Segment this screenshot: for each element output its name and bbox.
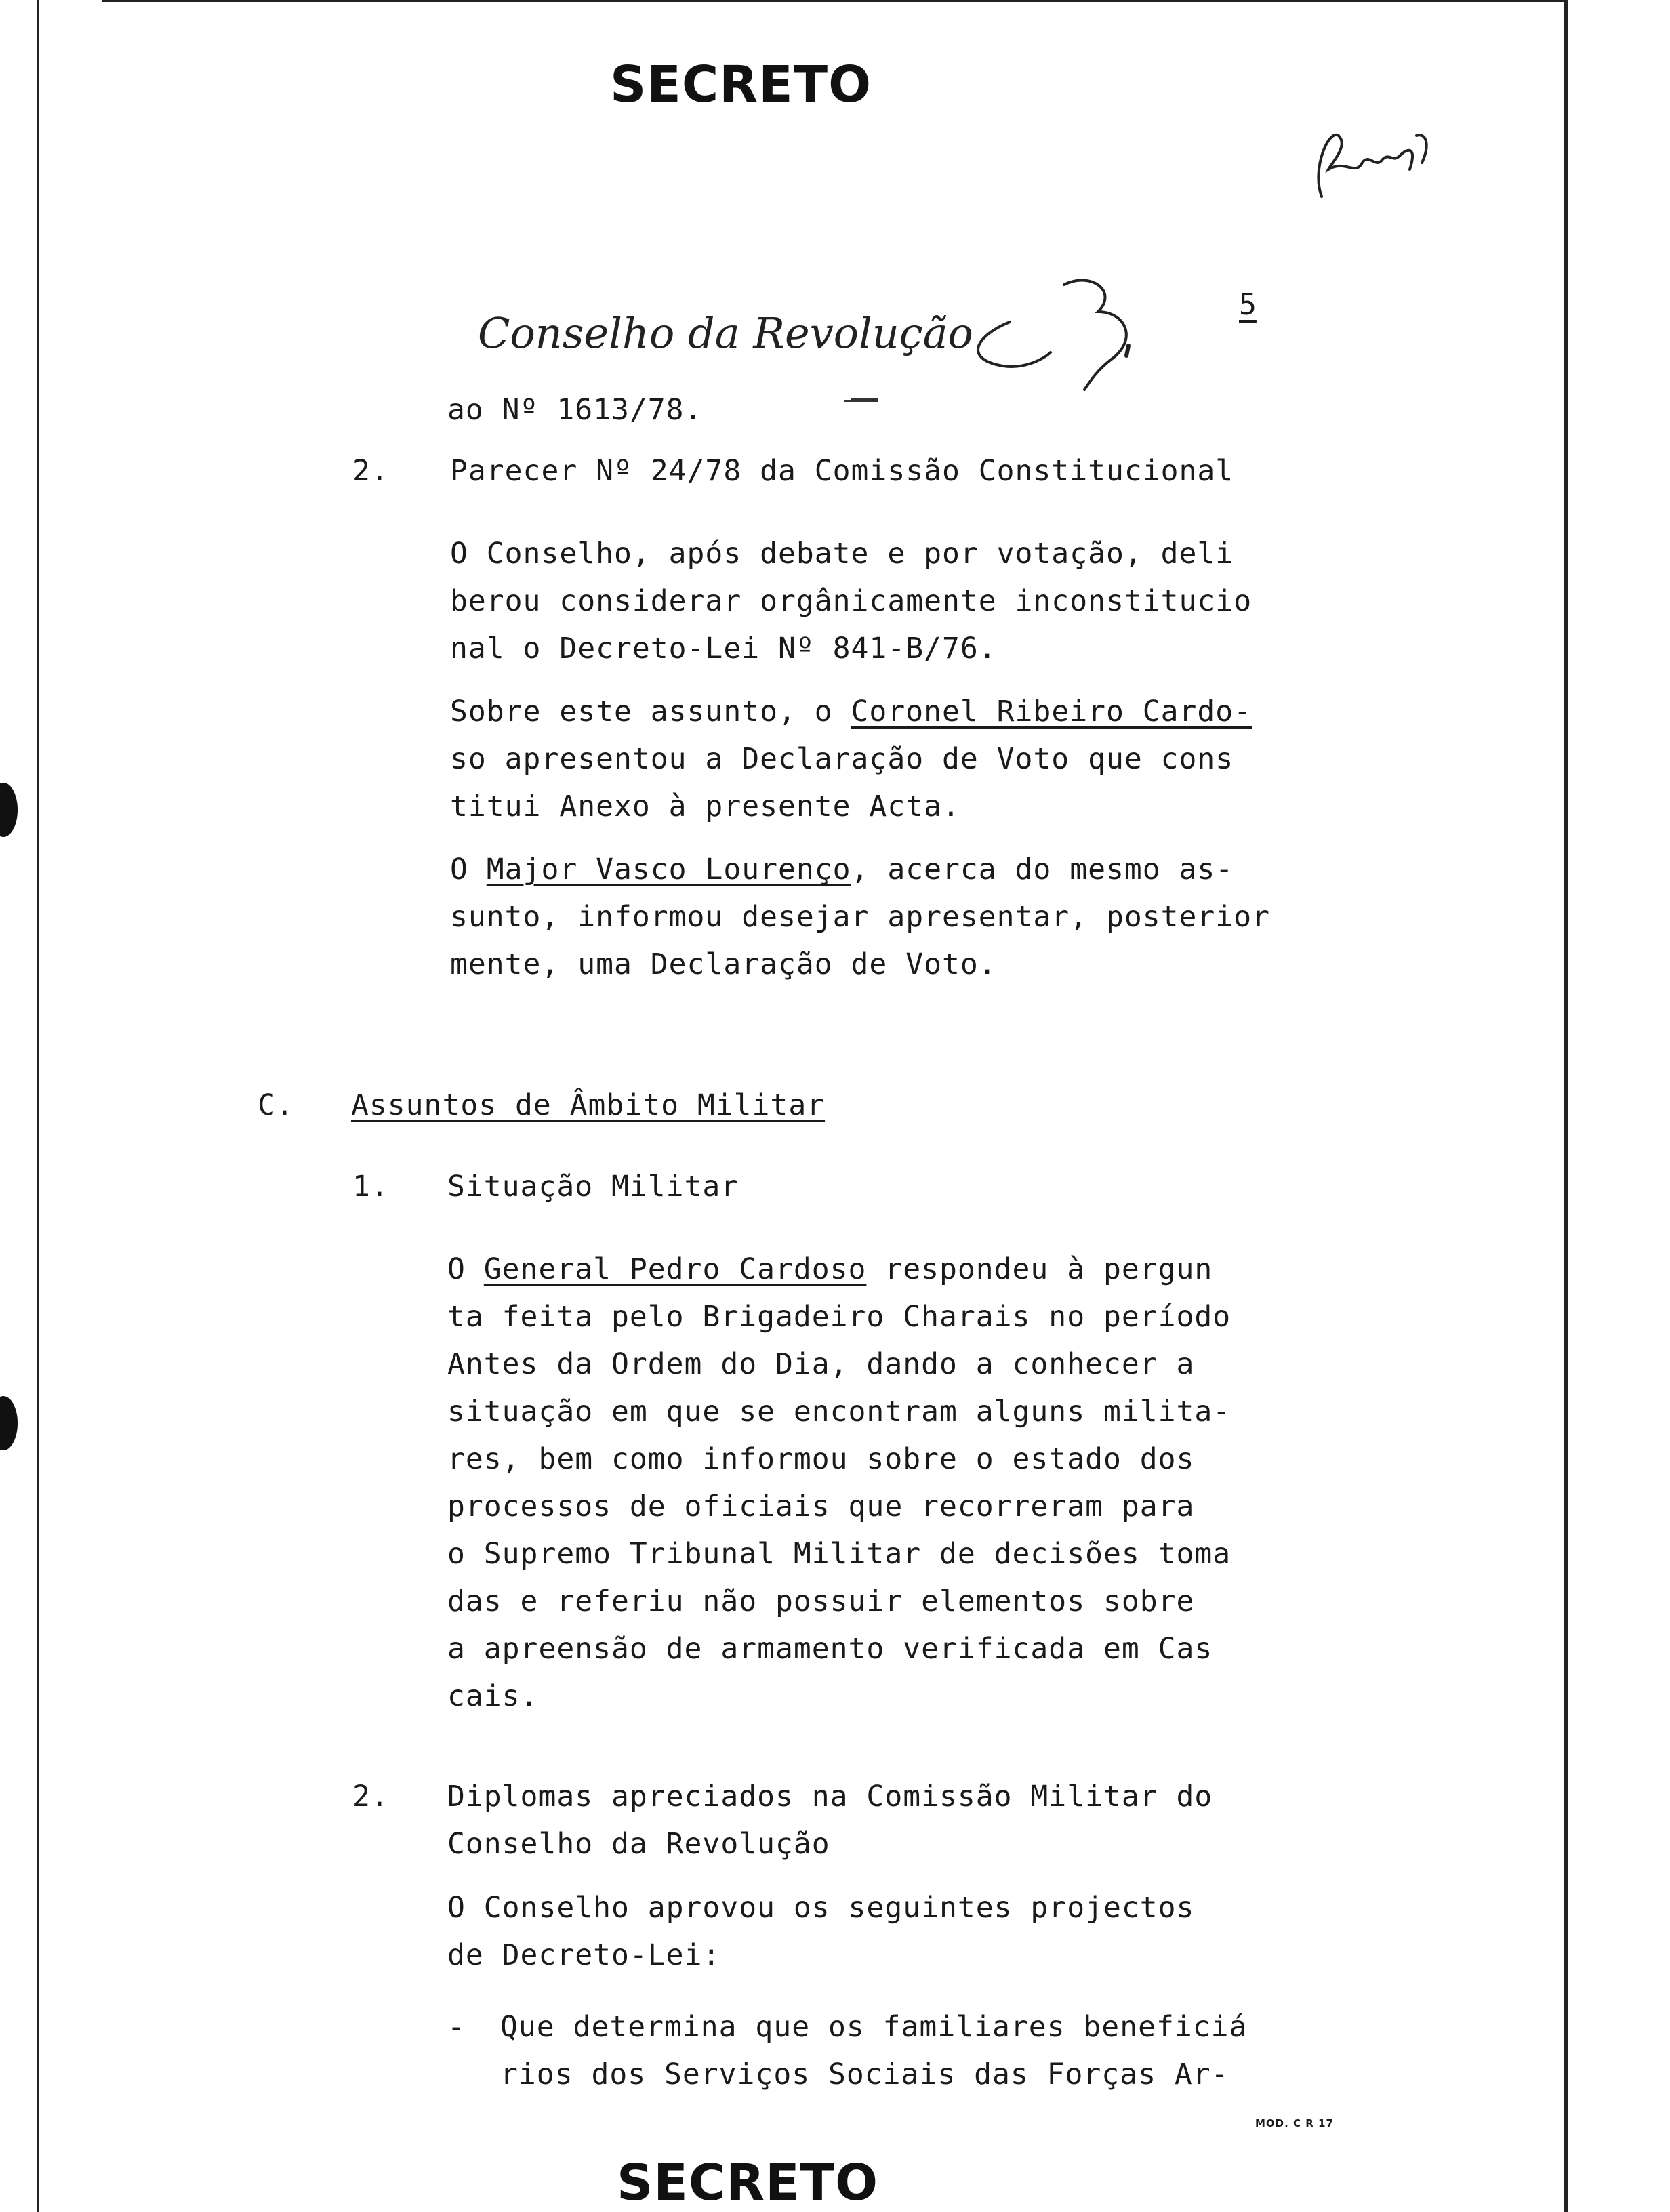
text-segment: Sobre este assunto, o xyxy=(450,695,851,729)
text-line: O Conselho aprovou os seguintes projectos xyxy=(447,1891,1195,1925)
text-line: mente, uma Declaração de Voto. xyxy=(450,947,997,981)
item-b2-paragraph2 xyxy=(450,688,1252,830)
text-line: a apreensão de armamento verificada em Cas xyxy=(447,1632,1213,1666)
top-page-edge xyxy=(102,0,1564,2)
text-line: ta feita pelo Brigadeiro Charais no período xyxy=(447,1300,1231,1334)
section-c-title: Assuntos de Âmbito Militar xyxy=(351,1088,826,1122)
item-b2-number: 2. xyxy=(352,454,389,488)
text-segment: respondeu à pergun xyxy=(866,1252,1213,1286)
text-line xyxy=(447,1246,1231,1293)
handwritten-mark xyxy=(949,271,1166,407)
secret-stamp-bottom: SECRETO xyxy=(617,2154,879,2212)
text-line: de Decreto-Lei: xyxy=(447,1938,721,1972)
text-line: O Conselho, após debate e por votação, deli xyxy=(450,537,1234,571)
item-b2-title: Parecer Nº 24/78 da Comissão Constitucional xyxy=(450,454,1234,488)
text-line: Diplomas apreciados na Comissão Militar do xyxy=(447,1780,1213,1814)
text-line: so apresentou a Declaração de Voto que cons xyxy=(450,742,1234,776)
text-segment: O xyxy=(450,853,487,886)
item-b2-paragraph1 xyxy=(450,530,1252,672)
item-c2-intro xyxy=(447,1884,1194,1979)
text-line: processos de oficiais que recorreram para xyxy=(447,1490,1195,1523)
text-segment: , acerca do mesmo as- xyxy=(851,853,1234,886)
text-line: cais. xyxy=(447,1679,539,1713)
item-c2-title xyxy=(447,1773,1213,1868)
text-line: situação em que se encontram alguns milita- xyxy=(447,1395,1231,1429)
text-line: titui Anexo à presente Acta. xyxy=(450,790,960,823)
section-c-letter: C. xyxy=(258,1088,294,1122)
text-segment: O xyxy=(447,1252,484,1286)
letterhead-title: Conselho da Revolução xyxy=(478,308,973,358)
page-number: 5 xyxy=(1239,288,1257,322)
person-name: Coronel Ribeiro Cardo- xyxy=(851,695,1252,729)
binder-hole-top xyxy=(0,783,18,837)
text-line xyxy=(450,688,1252,735)
form-code: MOD. C R 17 xyxy=(1255,2117,1334,2129)
text-line: Que determina que os familiares beneficiá xyxy=(500,2010,1248,2044)
item-c1-paragraph xyxy=(447,1246,1231,1720)
person-name: General Pedro Cardoso xyxy=(483,1252,867,1286)
item-c2-number: 2. xyxy=(352,1780,389,1814)
text-line: Antes da Ordem do Dia, dando a conhecer a xyxy=(447,1347,1195,1381)
text-line: Conselho da Revolução xyxy=(447,1827,830,1861)
text-line: sunto, informou desejar apresentar, posterior xyxy=(450,900,1270,934)
continuation-line: ao Nº 1613/78. xyxy=(447,393,703,427)
bullet-dash: - xyxy=(447,2010,466,2044)
item-b2-paragraph3 xyxy=(450,846,1270,988)
text-line xyxy=(450,846,1270,893)
binder-hole-bottom xyxy=(0,1396,18,1450)
handwritten-initials xyxy=(1308,115,1437,217)
right-page-edge xyxy=(1564,0,1568,2212)
item-c1-title: Situação Militar xyxy=(447,1170,739,1204)
secret-stamp-top: SECRETO xyxy=(610,56,872,114)
text-line: res, bem como informou sobre o estado dos xyxy=(447,1442,1195,1476)
text-line: das e referiu não possuir elementos sobre xyxy=(447,1584,1195,1618)
pen-dash xyxy=(844,400,878,402)
item-c2-bullet-text xyxy=(500,2003,1247,2098)
item-c1-number: 1. xyxy=(352,1170,389,1204)
text-line: o Supremo Tribunal Militar de decisões toma xyxy=(447,1537,1231,1571)
text-line: rios dos Serviços Sociais das Forças Ar- xyxy=(500,2057,1229,2091)
text-line: berou considerar orgânicamente inconstitucio xyxy=(450,584,1252,618)
left-page-edge xyxy=(37,0,39,2212)
text-line: nal o Decreto-Lei Nº 841-B/76. xyxy=(450,632,997,665)
person-name: Major Vasco Lourenço xyxy=(486,853,851,886)
